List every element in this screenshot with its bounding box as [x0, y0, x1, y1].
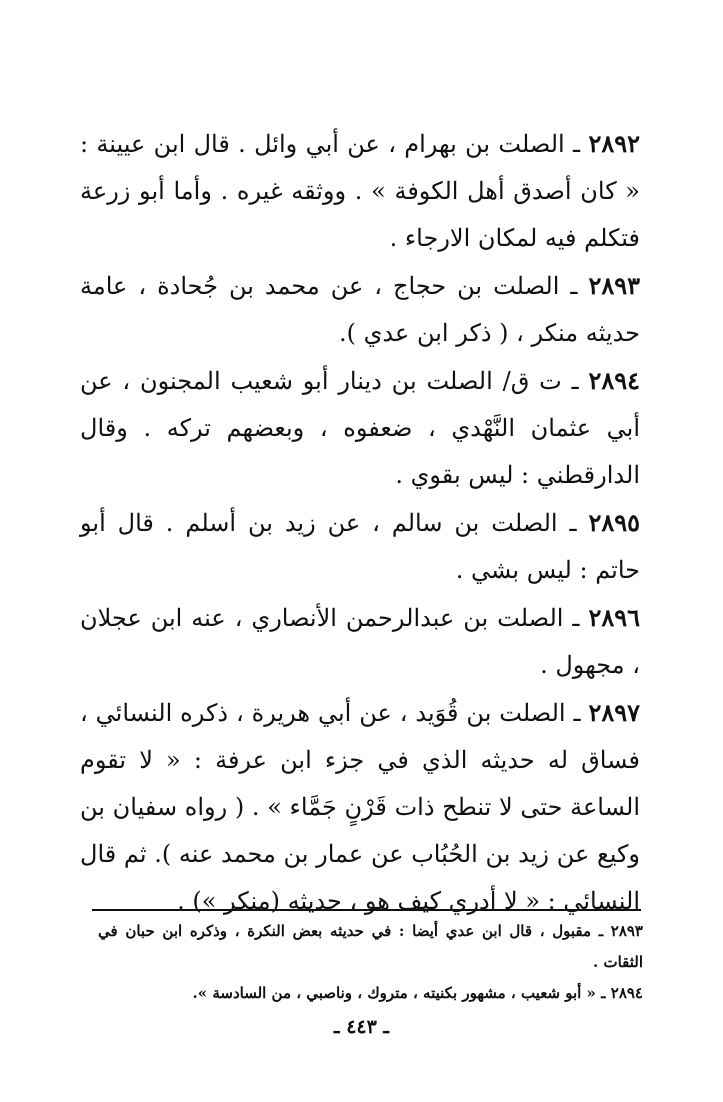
entry-number: ٢٨٩٧ [588, 698, 640, 727]
entry-2894 [80, 357, 640, 499]
entries-body [80, 120, 640, 925]
entry-number: ٢٨٩٦ [588, 603, 640, 632]
entry-2893 [80, 262, 640, 357]
entry-text: ـ الصلت بن قُوَيد ، عن أبي هريرة ، ذكره النسائي ، فساق له حديثه الذي في جزء ابن عرفة : « لا تقوم الساعة حتى لا تنطح ذات قَرْنٍ جَمَّاء » . ( رواه سفيان بن وكيع عن زيد بن الحُبُاب عن عمار بن محمد عنه ). ثم قال النسائي : « لا أدري كيف هو ، حديثه (منكر ») . [80, 699, 640, 915]
entry-2895 [80, 499, 640, 594]
entry-text: ـ الصلت بن حجاج ، عن محمد بن جُحادة ، عامة حديثه منكر ، ( ذكر ابن عدي ). [80, 272, 640, 347]
entry-number: ٢٨٩٣ [588, 271, 640, 300]
footnote-2894: ٢٨٩٤ ـ « أبو شعيب ، مشهور بكنيته ، متروك ، وناصبي ، من السادسة ». [192, 984, 643, 1002]
footnote-2893: ٢٨٩٣ ـ مقبول ، قال ابن عدي أيضا : في حديثه بعض النكرة ، وذكره ابن حبان في الثقات . [98, 922, 643, 971]
footnote-divider [92, 909, 641, 911]
entry-number: ٢٨٩٤ [588, 366, 641, 395]
entry-text: ـ الصلت بن بهرام ، عن أبي وائل . قال ابن عيينة : « كان أصدق أهل الكوفة » . ووثقه غيره . وأما أبو زرعة فتكلم فيه لمكان الارجاء . [80, 130, 640, 252]
entry-text: ـ الصلت بن سالم ، عن زيد بن أسلم . قال أبو حاتم : ليس بشي . [80, 509, 640, 584]
entry-text: ـ الصلت بن عبدالرحمن الأنصاري ، عنه ابن عجلان ، مجهول . [80, 604, 640, 679]
entry-number: ٢٨٩٥ [588, 508, 640, 537]
footnotes [98, 916, 643, 1009]
entry-2896 [80, 594, 640, 689]
page-number: ـ ٤٤٣ ـ [334, 1016, 389, 1038]
entry-number: ٢٨٩٢ [588, 129, 640, 158]
entry-2892 [80, 120, 640, 262]
entry-text: ـ ت ق/ الصلت بن دينار أبو شعيب المجنون ، عن أبي عثمان النَّهْدي ، ضعفوه ، وبعضهم تركه . وقال الدارقطني : ليس بقوي . [80, 367, 641, 489]
entry-2897 [80, 689, 640, 925]
